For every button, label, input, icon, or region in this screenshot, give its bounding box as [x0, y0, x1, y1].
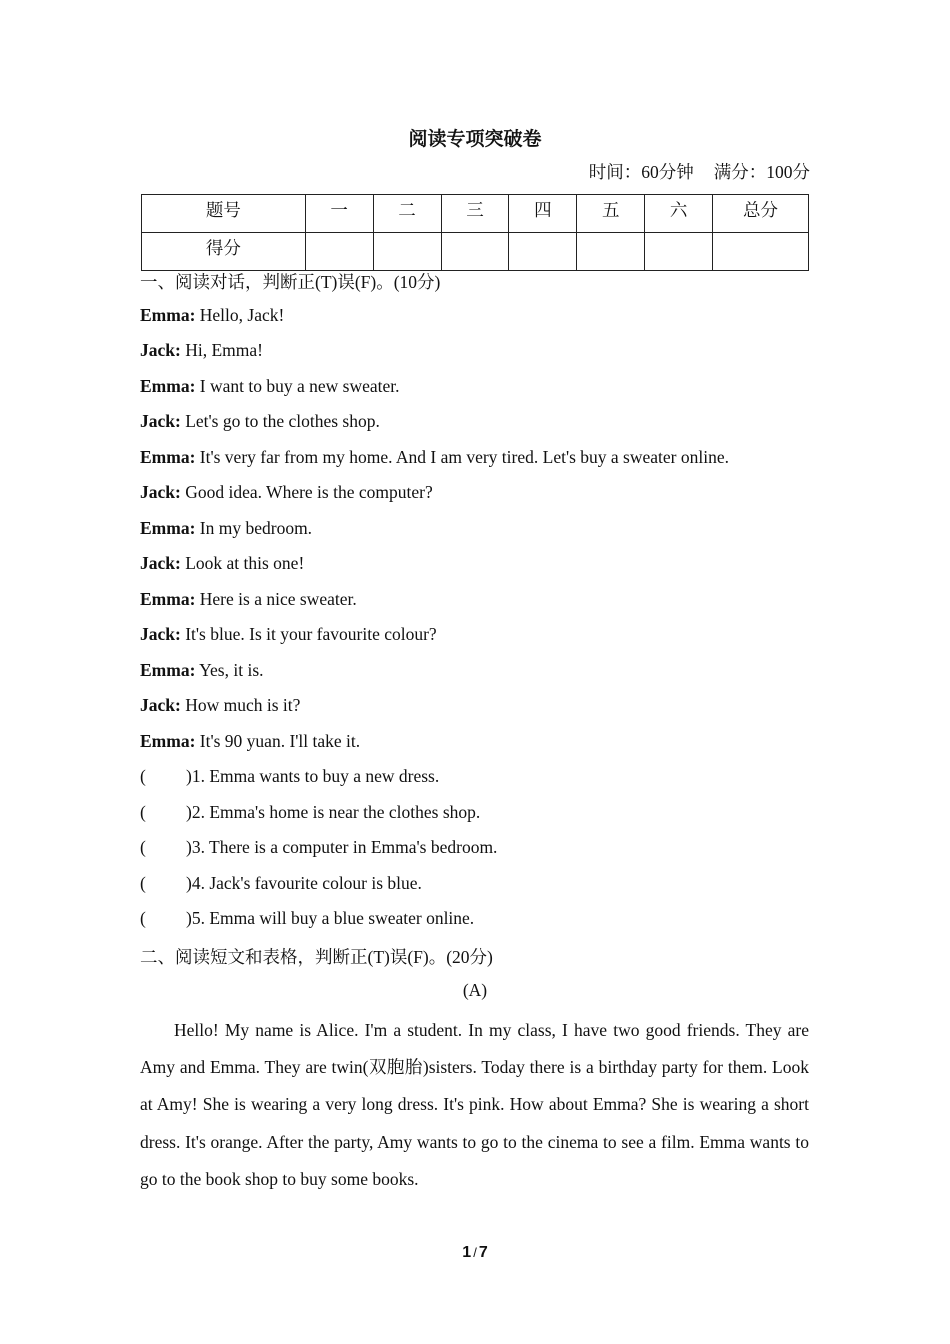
utterance: Look at this one!: [185, 553, 305, 573]
speaker: Emma:: [140, 731, 196, 751]
question-item: [140, 802, 480, 823]
question-text: )3. There is a computer in Emma's bedroom.: [186, 837, 498, 857]
header-cell-question-number: 题号: [142, 195, 306, 233]
dialogue-line: [140, 589, 357, 610]
page-separator: /: [473, 1245, 477, 1260]
dialogue-line: [140, 695, 300, 716]
exam-meta: [589, 159, 810, 184]
score-cell[interactable]: [441, 233, 509, 271]
answer-blank[interactable]: (: [140, 802, 146, 822]
score-table-header-row: [142, 195, 809, 233]
speaker: Emma:: [140, 589, 196, 609]
dialogue-line: [140, 553, 304, 574]
score-table-score-row: [142, 233, 809, 271]
speaker: Emma:: [140, 518, 196, 538]
utterance: It's blue. Is it your favourite colour?: [185, 624, 437, 644]
header-cell-4: 四: [509, 195, 577, 233]
speaker: Jack:: [140, 624, 181, 644]
section2-heading: 二、阅读短文和表格，判断正(T)误(F)。(20分): [140, 947, 493, 967]
score-cell[interactable]: [373, 233, 441, 271]
dialogue-line: [140, 482, 433, 503]
header-cell-6: 六: [645, 195, 713, 233]
score-row-label: 得分: [142, 233, 306, 271]
utterance: It's very far from my home. And I am very tired. Let's buy a sweater online.: [199, 447, 729, 467]
header-cell-3: 三: [441, 195, 509, 233]
dialogue-line: [140, 447, 729, 468]
speaker: Emma:: [140, 660, 196, 680]
speaker: Jack:: [140, 482, 181, 502]
utterance: Let's go to the clothes shop.: [185, 411, 380, 431]
dialogue-line: [140, 376, 400, 397]
answer-blank[interactable]: (: [140, 908, 146, 928]
speaker: Jack:: [140, 695, 181, 715]
answer-blank[interactable]: (: [140, 873, 146, 893]
question-item: [140, 908, 474, 929]
header-cell-total: 总分: [713, 195, 809, 233]
full-score: 满分：100分: [713, 162, 810, 182]
question-text: )1. Emma wants to buy a new dress.: [186, 766, 440, 786]
score-cell[interactable]: [713, 233, 809, 271]
utterance: Hi, Emma!: [185, 340, 263, 360]
utterance: It's 90 yuan. I'll take it.: [199, 731, 361, 751]
speaker: Jack:: [140, 340, 181, 360]
score-table: [141, 194, 809, 271]
question-text: )5. Emma will buy a blue sweater online.: [186, 908, 475, 928]
document-title: 阅读专项突破卷: [408, 129, 542, 150]
speaker: Emma:: [140, 447, 196, 467]
dialogue-line: [140, 340, 263, 361]
dialogue-line: [140, 518, 312, 539]
utterance: How much is it?: [185, 695, 301, 715]
header-cell-1: 一: [305, 195, 373, 233]
reading-passage: Hello! My name is Alice. I'm a student. In my class, I have two good friends. They are Amy and Emma. They are twin(双胞胎)sisters. Today there is a birthday party for them. Look at Amy! She is wearing a very long dress. It's pink. How about Emma? She is wearing a short dress. It's orange. After the party, Amy wants to go to the cinema to see a film. Emma wants to go to the book shop to buy some books.: [140, 1020, 809, 1189]
dialogue-line: [140, 305, 284, 326]
utterance: Here is a nice sweater.: [199, 589, 357, 609]
score-cell[interactable]: [577, 233, 645, 271]
speaker: Emma:: [140, 376, 196, 396]
dialogue-line: [140, 660, 264, 681]
utterance: Hello, Jack!: [199, 305, 285, 325]
question-item: [140, 873, 422, 894]
speaker: Jack:: [140, 411, 181, 431]
current-page: 1: [462, 1244, 472, 1261]
dialogue-line: [140, 411, 380, 432]
dialogue-line: [140, 731, 360, 752]
utterance: Good idea. Where is the computer?: [185, 482, 433, 502]
utterance: I want to buy a new sweater.: [199, 376, 400, 396]
speaker: Jack:: [140, 553, 181, 573]
speaker: Emma:: [140, 305, 196, 325]
header-cell-2: 二: [373, 195, 441, 233]
section1-heading: 一、阅读对话，判断正(T)误(F)。(10分): [140, 272, 441, 292]
dialogue-line: [140, 624, 437, 645]
answer-blank[interactable]: (: [140, 837, 146, 857]
question-item: [140, 766, 439, 787]
question-item: [140, 837, 497, 858]
answer-blank[interactable]: (: [140, 766, 146, 786]
score-cell[interactable]: [645, 233, 713, 271]
time-limit: 时间：60分钟: [588, 162, 694, 182]
score-cell[interactable]: [305, 233, 373, 271]
total-pages: 7: [478, 1244, 488, 1261]
utterance: In my bedroom.: [199, 518, 313, 538]
part-label: (A): [462, 980, 488, 1000]
question-text: )2. Emma's home is near the clothes shop.: [186, 802, 481, 822]
question-text: )4. Jack's favourite colour is blue.: [186, 873, 422, 893]
header-cell-5: 五: [577, 195, 645, 233]
utterance: Yes, it is.: [199, 660, 264, 680]
score-cell[interactable]: [509, 233, 577, 271]
page-number: [0, 1244, 950, 1262]
